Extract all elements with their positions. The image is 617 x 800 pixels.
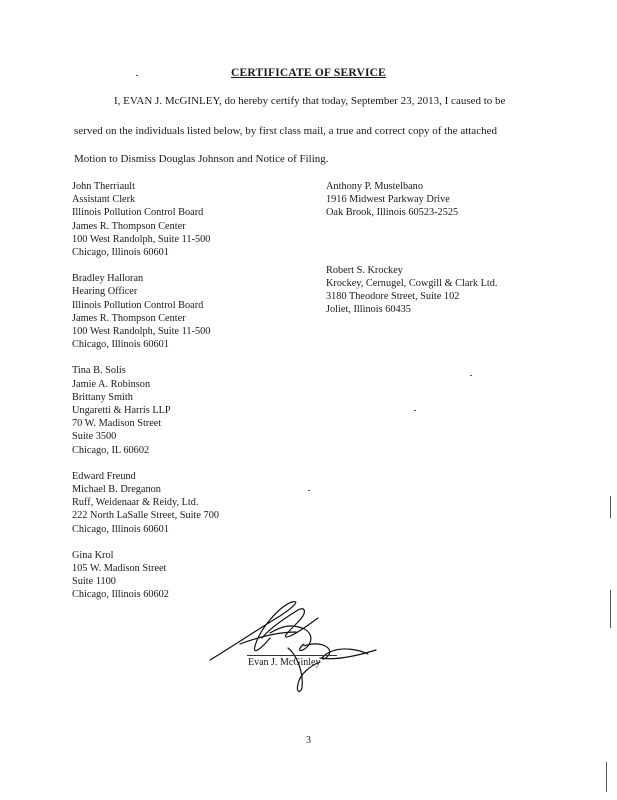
- recipient-line: Tina B. Solis: [72, 365, 126, 377]
- scan-speck: [470, 375, 472, 376]
- recipient-line: Bradley Halloran: [72, 273, 144, 285]
- recipient-block: [326, 264, 566, 317]
- recipient-block: [72, 470, 302, 536]
- recipient-line: Assistant Clerk: [72, 194, 136, 206]
- recipient-line: Chicago, IL 60602: [72, 444, 150, 456]
- recipients-right-column: [326, 180, 566, 316]
- recipient-line: Illinois Pollution Control Board: [72, 207, 204, 219]
- recipient-line: Brittany Smith: [72, 391, 133, 403]
- certification-line-1: I, EVAN J. McGINLEY, do hereby certify that today, September 23, 2013, I caused to be: [114, 95, 506, 107]
- scan-speck: [414, 410, 416, 411]
- recipient-line: James R. Thompson Center: [72, 220, 186, 232]
- recipient-block: [72, 272, 302, 351]
- recipient-line: Suite 3500: [72, 431, 117, 443]
- certification-line-2: served on the individuals listed below, by first class mail, a true and correct copy of the attached: [74, 125, 497, 137]
- recipient-line: Chicago, Illinois 60601: [72, 339, 169, 351]
- recipient-line: Edward Freund: [72, 470, 136, 482]
- recipient-line: Chicago, Illinois 60602: [72, 589, 169, 601]
- recipient-line: Ungaretti & Harris LLP: [72, 405, 171, 417]
- certification-line-3: Motion to Dismiss Douglas Johnson and Notice of Filing.: [74, 153, 329, 165]
- recipient-line: Jamie A. Robinson: [72, 378, 151, 390]
- recipient-line: Krockey, Cernugel, Cowgill & Clark Ltd.: [326, 277, 498, 289]
- recipient-line: James R. Thompson Center: [72, 312, 186, 324]
- page-number: 3: [306, 735, 311, 746]
- recipient-line: Anthony P. Mustelbano: [326, 181, 423, 192]
- recipient-line: John Therriault: [72, 181, 136, 192]
- recipient-line: 3180 Theodore Street, Suite 102: [326, 291, 460, 303]
- recipient-line: Chicago, Illinois 60601: [72, 523, 169, 535]
- recipient-line: Oak Brook, Illinois 60523-2525: [326, 207, 459, 219]
- recipient-line: 100 West Randolph, Suite 11-500: [72, 233, 211, 245]
- scan-speck: [308, 490, 310, 491]
- recipient-line: 1916 Midwest Parkway Drive: [326, 194, 450, 206]
- signer-name: Evan J. McGinley: [248, 657, 321, 668]
- handwritten-signature: [200, 588, 380, 698]
- recipient-line: Hearing Officer: [72, 286, 138, 298]
- signature-line: [247, 655, 337, 656]
- recipient-line: Chicago, Illinois 60601: [72, 247, 169, 259]
- recipient-line: Ruff, Weidenaar & Reidy, Ltd.: [72, 497, 199, 509]
- scan-mark: [610, 590, 611, 628]
- scan-mark: [610, 496, 611, 518]
- recipient-line: Joliet, Illinois 60435: [326, 304, 411, 316]
- recipient-block: [326, 180, 566, 220]
- recipient-line: Gina Krol: [72, 549, 114, 561]
- recipient-line: Robert S. Krockey: [326, 264, 403, 276]
- document-title: CERTIFICATE OF SERVICE: [230, 67, 387, 79]
- scan-mark: [606, 762, 607, 792]
- recipient-block: [72, 180, 302, 259]
- recipient-line: Michael B. Dreganon: [72, 484, 161, 496]
- scan-speck: [136, 75, 138, 76]
- recipient-line: Illinois Pollution Control Board: [72, 299, 204, 311]
- recipient-line: 70 W. Madison Street: [72, 418, 162, 430]
- recipient-line: 100 West Randolph, Suite 11-500: [72, 326, 211, 338]
- recipient-line: Suite 1100: [72, 576, 116, 588]
- recipients-left-column: [72, 180, 302, 602]
- recipient-block: [72, 364, 302, 456]
- recipient-line: 105 W. Madison Street: [72, 563, 167, 575]
- recipient-line: 222 North LaSalle Street, Suite 700: [72, 510, 219, 522]
